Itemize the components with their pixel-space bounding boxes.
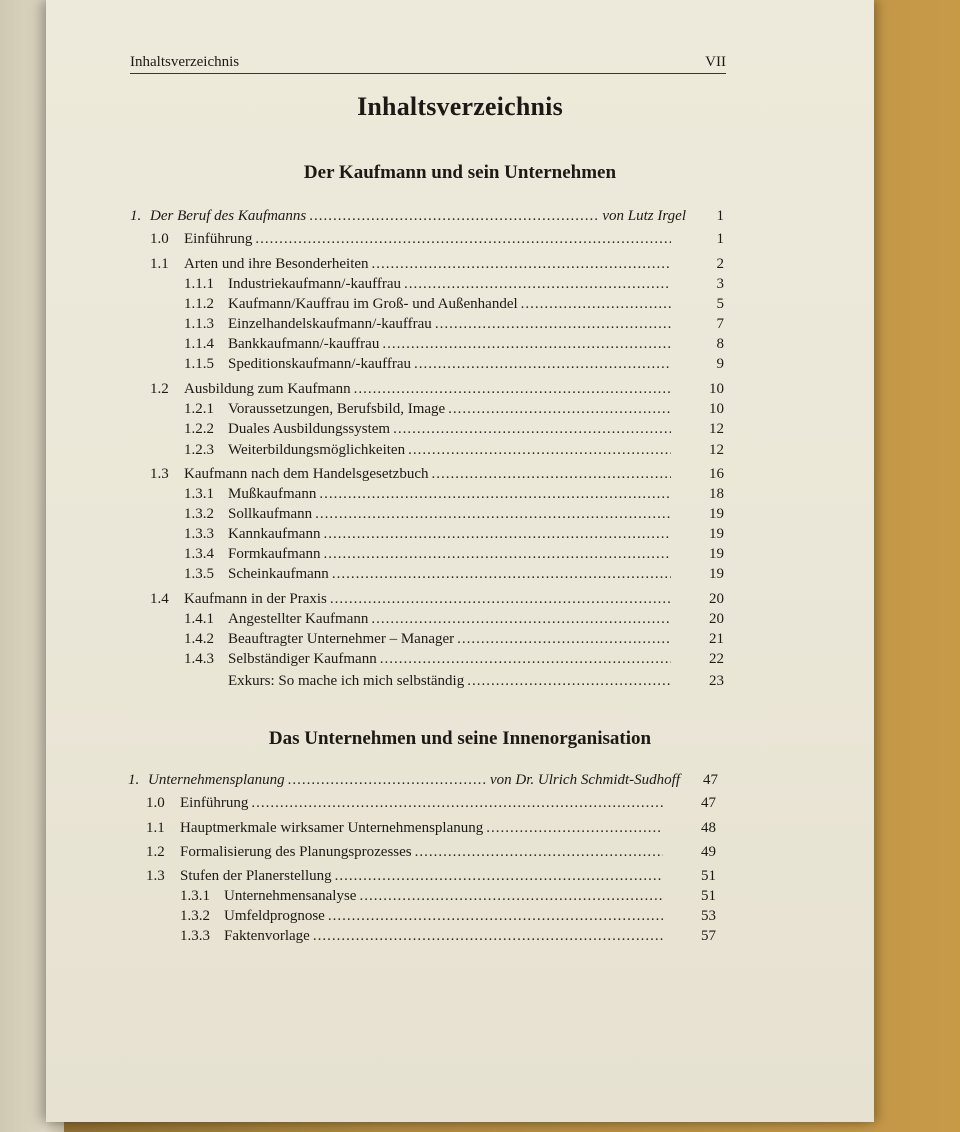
- chapter-page: 1: [716, 208, 724, 224]
- entry-title: Duales Ausbildungssystem: [228, 421, 391, 437]
- entry-title: Ausbildung zum Kaufmann: [184, 381, 351, 397]
- dot-leader: [255, 229, 671, 249]
- dot-leader: [408, 440, 671, 460]
- dot-leader: [393, 419, 671, 439]
- toc-entry[interactable]: [184, 524, 724, 544]
- toc-entry[interactable]: [184, 419, 724, 439]
- chapter-title: Der Beruf des Kaufmanns: [150, 208, 307, 224]
- entry-number: 1.2.2: [184, 421, 214, 437]
- dot-leader: [448, 399, 671, 419]
- toc-entry[interactable]: [180, 926, 716, 946]
- running-header: [130, 54, 726, 74]
- chapter-number: 1.: [130, 208, 142, 224]
- entry-number: 1.3.1: [180, 888, 210, 904]
- dot-leader: [359, 886, 663, 906]
- entry-page: 16: [709, 466, 724, 482]
- entry-number: 1.2.3: [184, 442, 214, 458]
- dot-leader: [319, 484, 671, 504]
- entry-title: Weiterbildungsmöglichkeiten: [228, 442, 406, 458]
- toc-entry[interactable]: [184, 354, 724, 374]
- entry-page: 51: [701, 868, 716, 884]
- entry-number: 1.1: [146, 820, 165, 836]
- entry-page: 20: [709, 591, 724, 607]
- entry-title: Arten und ihre Besonderheiten: [184, 256, 369, 272]
- entry-page: 12: [709, 442, 724, 458]
- dot-leader: [335, 866, 663, 886]
- dot-leader: [457, 629, 671, 649]
- dot-leader: [382, 334, 671, 354]
- toc-entry[interactable]: [150, 379, 724, 399]
- book-page: [46, 0, 874, 1122]
- entry-number: 1.3.2: [184, 506, 214, 522]
- dot-leader: [323, 524, 671, 544]
- entry-page: 51: [701, 888, 716, 904]
- dot-leader: [404, 274, 671, 294]
- toc-entry[interactable]: [150, 254, 724, 274]
- chapter-author: von Lutz Irgel: [602, 208, 686, 224]
- dot-leader: [354, 379, 671, 399]
- entry-number: 1.2: [146, 844, 165, 860]
- entry-title: Kaufmann nach dem Handelsgesetzbuch: [184, 466, 429, 482]
- entry-title: Angestellter Kaufmann: [228, 611, 369, 627]
- entry-title: Einführung: [184, 231, 253, 247]
- toc-entry[interactable]: [150, 589, 724, 609]
- running-header-title: Inhaltsverzeichnis: [130, 54, 240, 70]
- entry-page: 23: [709, 673, 724, 689]
- entry-number: 1.4.1: [184, 611, 214, 627]
- dot-leader: [372, 254, 671, 274]
- toc-entry[interactable]: [184, 671, 724, 691]
- dot-leader: [323, 544, 671, 564]
- dot-leader: [288, 770, 487, 790]
- toc-entry[interactable]: [146, 818, 716, 838]
- entry-page: 57: [701, 928, 716, 944]
- dot-leader: [380, 649, 671, 669]
- entry-page: 5: [716, 296, 724, 312]
- entry-number: 1.0: [146, 795, 165, 811]
- dot-leader: [371, 609, 671, 629]
- entry-page: 3: [716, 276, 724, 292]
- entry-page: 20: [709, 611, 724, 627]
- entry-title: Formkaufmann: [228, 546, 321, 562]
- toc-entry[interactable]: [180, 906, 716, 926]
- toc-entry[interactable]: [146, 866, 716, 886]
- entry-page: 21: [709, 631, 724, 647]
- dot-leader: [415, 842, 663, 862]
- entry-title: Voraussetzungen, Berufsbild, Image: [228, 401, 446, 417]
- entry-number: 1.3.5: [184, 566, 214, 582]
- entry-number: 1.1.5: [184, 356, 214, 372]
- entry-page: 1: [716, 231, 724, 247]
- toc-entry[interactable]: [184, 484, 724, 504]
- entry-page: 10: [709, 381, 724, 397]
- dot-leader: [330, 589, 671, 609]
- entry-page: 8: [716, 336, 724, 352]
- entry-page: 48: [701, 820, 716, 836]
- entry-number: 1.0: [150, 231, 169, 247]
- toc-entry[interactable]: [184, 440, 724, 460]
- entry-title: Kaufmann in der Praxis: [184, 591, 327, 607]
- entry-title: Umfeldprognose: [224, 908, 325, 924]
- entry-title: Unternehmensanalyse: [224, 888, 357, 904]
- entry-title: Einführung: [180, 795, 249, 811]
- entry-number: 1.3.3: [184, 526, 214, 542]
- toc-entry[interactable]: [146, 793, 716, 813]
- entry-page: 7: [716, 316, 724, 332]
- dot-leader: [414, 354, 671, 374]
- chapter-entry-1[interactable]: [130, 206, 724, 226]
- part-heading-1: Der Kaufmann und sein Unternehmen: [303, 162, 617, 183]
- dot-leader: [309, 206, 599, 226]
- running-header-page-number: VII: [705, 54, 726, 70]
- entry-number: 1.3.3: [180, 928, 210, 944]
- entry-page: 49: [701, 844, 716, 860]
- entry-title: Einzelhandelskaufmann/-kauffrau: [228, 316, 432, 332]
- entry-page: 53: [701, 908, 716, 924]
- part-heading-2: Das Unternehmen und seine Innenorganisation: [268, 728, 652, 749]
- dot-leader: [328, 906, 663, 926]
- entry-number: 1.2: [150, 381, 169, 397]
- toc-entry[interactable]: [184, 399, 724, 419]
- entry-page: 47: [701, 795, 716, 811]
- entry-number: 1.3.2: [180, 908, 210, 924]
- entry-page: 19: [709, 506, 724, 522]
- entry-number: 1.1.3: [184, 316, 214, 332]
- toc-entry[interactable]: [184, 504, 724, 524]
- entry-title: Scheinkaufmann: [228, 566, 329, 582]
- toc-entry[interactable]: [184, 609, 724, 629]
- entry-title: Sollkaufmann: [228, 506, 313, 522]
- entry-number: 1.3: [150, 466, 169, 482]
- toc-entry[interactable]: [184, 274, 724, 294]
- entry-number: 1.4.3: [184, 651, 214, 667]
- chapter-author: von Dr. Ulrich Schmidt-Sudhoff: [490, 772, 680, 788]
- entry-page: 12: [709, 421, 724, 437]
- entry-page: 19: [709, 526, 724, 542]
- dot-leader: [251, 793, 663, 813]
- toc-entry[interactable]: [184, 294, 724, 314]
- entry-number: 1.1.1: [184, 276, 214, 292]
- toc-entry[interactable]: [184, 649, 724, 669]
- entry-page: 19: [709, 546, 724, 562]
- entry-number: 1.3.4: [184, 546, 214, 562]
- entry-number: 1.3: [146, 868, 165, 884]
- chapter-page: 47: [703, 772, 718, 788]
- dot-leader: [467, 671, 671, 691]
- toc-entry[interactable]: [150, 229, 724, 249]
- dot-leader: [486, 818, 663, 838]
- dot-leader: [315, 504, 671, 524]
- entry-title: Bankkaufmann/-kauffrau: [228, 336, 380, 352]
- dot-leader: [313, 926, 663, 946]
- dot-leader: [432, 464, 672, 484]
- entry-title: Mußkaufmann: [228, 486, 317, 502]
- entry-number: 1.4.2: [184, 631, 214, 647]
- entry-number: 1.1.2: [184, 296, 214, 312]
- toc-entry[interactable]: [184, 564, 724, 584]
- toc-entry[interactable]: [184, 334, 724, 354]
- chapter-title: Unternehmensplanung: [148, 772, 285, 788]
- dot-leader: [521, 294, 671, 314]
- entry-number: 1.1: [150, 256, 169, 272]
- entry-page: 9: [716, 356, 724, 372]
- entry-title: Exkurs: So mache ich mich selbständig: [228, 673, 465, 689]
- toc-entry[interactable]: [180, 886, 716, 906]
- entry-title: Selbständiger Kaufmann: [228, 651, 377, 667]
- entry-page: 19: [709, 566, 724, 582]
- entry-title: Speditionskaufmann/-kauffrau: [228, 356, 412, 372]
- page-title: Inhaltsverzeichnis: [357, 92, 563, 121]
- toc-entry[interactable]: [184, 629, 724, 649]
- dot-leader: [435, 314, 671, 334]
- dot-leader: [332, 564, 671, 584]
- entry-page: 2: [716, 256, 724, 272]
- entry-number: 1.3.1: [184, 486, 214, 502]
- entry-title: Kannkaufmann: [228, 526, 321, 542]
- entry-title: Beauftragter Unternehmer – Manager: [228, 631, 455, 647]
- entry-title: Industriekaufmann/-kauffrau: [228, 276, 401, 292]
- toc-entry[interactable]: [150, 464, 724, 484]
- entry-number: 1.4: [150, 591, 169, 607]
- entry-number: 1.1.4: [184, 336, 214, 352]
- entry-title: Formalisierung des Planungsprozesses: [180, 844, 412, 860]
- entry-title: Stufen der Planerstellung: [180, 868, 332, 884]
- entry-page: 18: [709, 486, 724, 502]
- toc-entry[interactable]: [184, 544, 724, 564]
- toc-entry[interactable]: [184, 314, 724, 334]
- entry-number: 1.2.1: [184, 401, 214, 417]
- entry-title: Faktenvorlage: [224, 928, 310, 944]
- toc-entry[interactable]: [146, 842, 716, 862]
- chapter-entry-2[interactable]: [128, 770, 718, 790]
- entry-page: 22: [709, 651, 724, 667]
- entry-title: Kaufmann/Kauffrau im Groß- und Außenhandel: [228, 296, 518, 312]
- chapter-number: 1.: [128, 772, 140, 788]
- entry-title: Hauptmerkmale wirksamer Unternehmensplanung: [180, 820, 484, 836]
- entry-page: 10: [709, 401, 724, 417]
